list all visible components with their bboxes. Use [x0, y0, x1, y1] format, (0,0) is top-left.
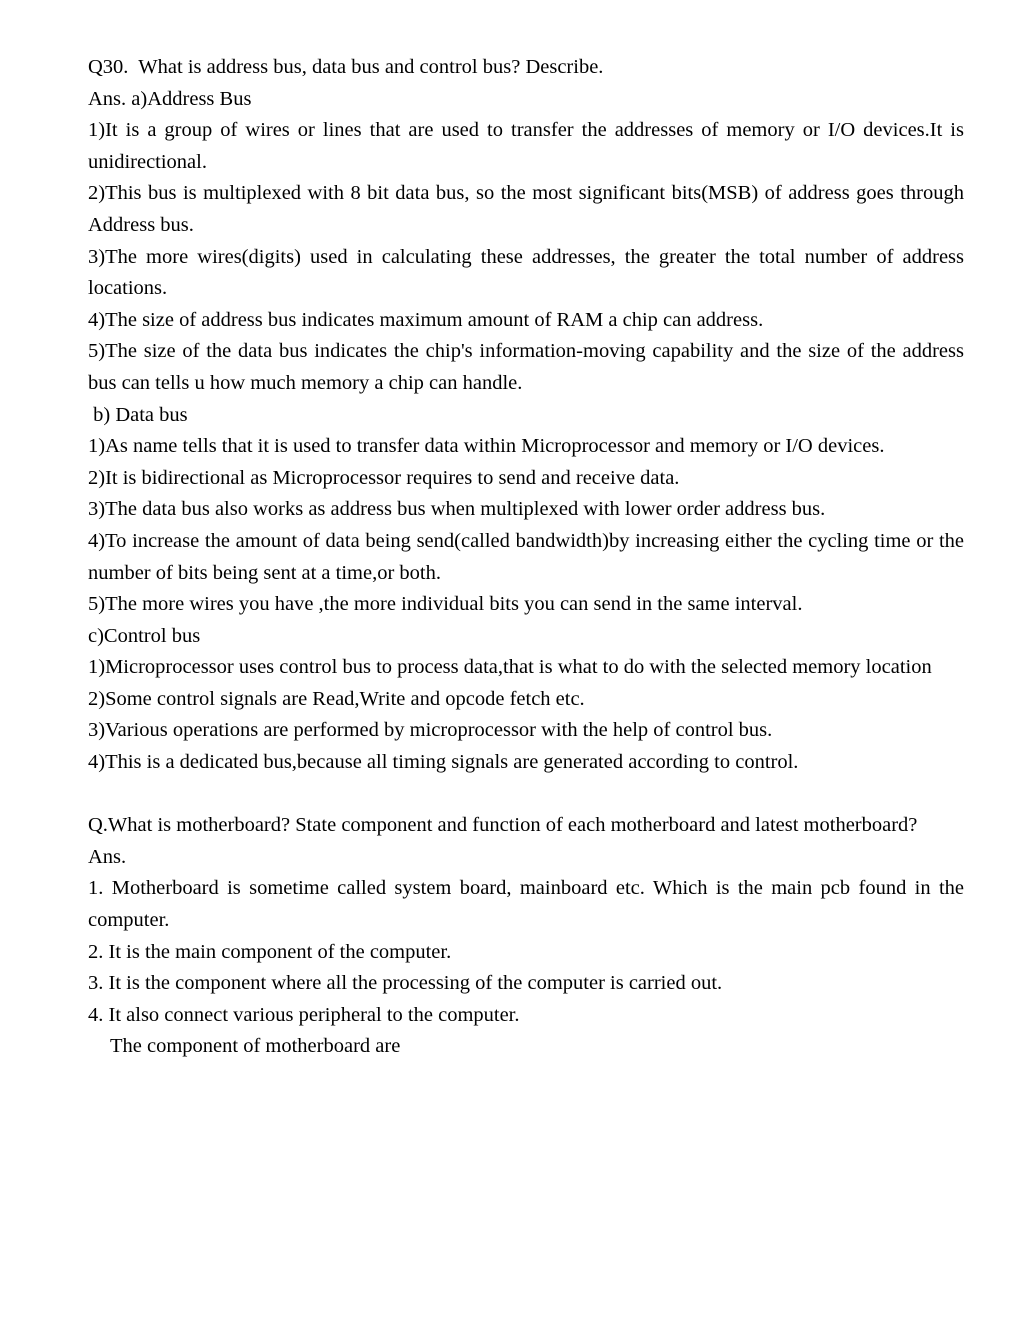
addr-point-2: 2)This bus is multiplexed with 8 bit data bus, so the most significant bits(MSB) of address goes through Address bus. [88, 182, 968, 236]
data-bus-heading: b) Data bus [88, 403, 188, 426]
control-point-1: 1)Microprocessor uses control bus to process data,that is what to do with the selected memory location [88, 656, 932, 679]
control-point-3: 3)Various operations are performed by microprocessor with the help of control bus. [88, 719, 773, 742]
data-point-3: 3)The data bus also works as address bus when multiplexed with lower order address bus. [88, 498, 826, 521]
mb-point-3: 3. It is the component where all the processing of the computer is carried out. [88, 972, 723, 995]
document-text-body [88, 52, 970, 1063]
q30-ans-a-heading: Ans. a)Address Bus [88, 87, 252, 110]
addr-point-5: 5)The size of the data bus indicates the chip's information-moving capability and the size of the address bus can tells u how much memory a chip can handle. [88, 340, 970, 394]
section-separator [88, 779, 964, 811]
addr-point-3: 3)The more wires(digits) used in calculating these addresses, the greater the total number of address locations. [88, 245, 970, 300]
mb-ans-label: Ans. [88, 845, 127, 868]
q30-question: Q30. What is address bus, data bus and control bus? Describe. [88, 56, 604, 78]
data-point-1: 1)As name tells that it is used to transfer data within Microprocessor and memory or I/O devices. [88, 435, 885, 458]
mb-point-4: 4. It also connect various peripheral to the computer. [88, 1003, 520, 1026]
mb-question: Q.What is motherboard? State component and function of each motherboard and latest motherboard? [88, 814, 918, 837]
data-point-4: 4)To increase the amount of data being send(called bandwidth)by increasing either the cycling time or the number of bits being sent at a time,or both. [88, 529, 970, 584]
mb-point-2: 2. It is the main component of the computer. [88, 940, 452, 963]
addr-point-4: 4)The size of address bus indicates maximum amount of RAM a chip can address. [88, 308, 764, 331]
section-q30 [88, 52, 970, 779]
data-point-2: 2)It is bidirectional as Microprocessor requires to send and receive data. [88, 466, 680, 489]
control-point-2: 2)Some control signals are Read,Write and opcode fetch etc. [88, 687, 585, 710]
mb-point-1: 1. Motherboard is sometime called system board, mainboard etc. Which is the main pcb found in the computer. [88, 877, 970, 932]
addr-point-1: 1)It is a group of wires or lines that are used to transfer the addresses of memory or I/O devices.It is unidirectional. [88, 119, 970, 173]
control-bus-heading: c)Control bus [88, 624, 201, 647]
control-point-4: 4)This is a dedicated bus,because all timing signals are generated according to control. [88, 751, 799, 774]
data-point-5: 5)The more wires you have ,the more individual bits you can send in the same interval. [88, 593, 803, 616]
section-motherboard [88, 810, 970, 1063]
mb-components-lead: The component of motherboard are [110, 1035, 401, 1058]
